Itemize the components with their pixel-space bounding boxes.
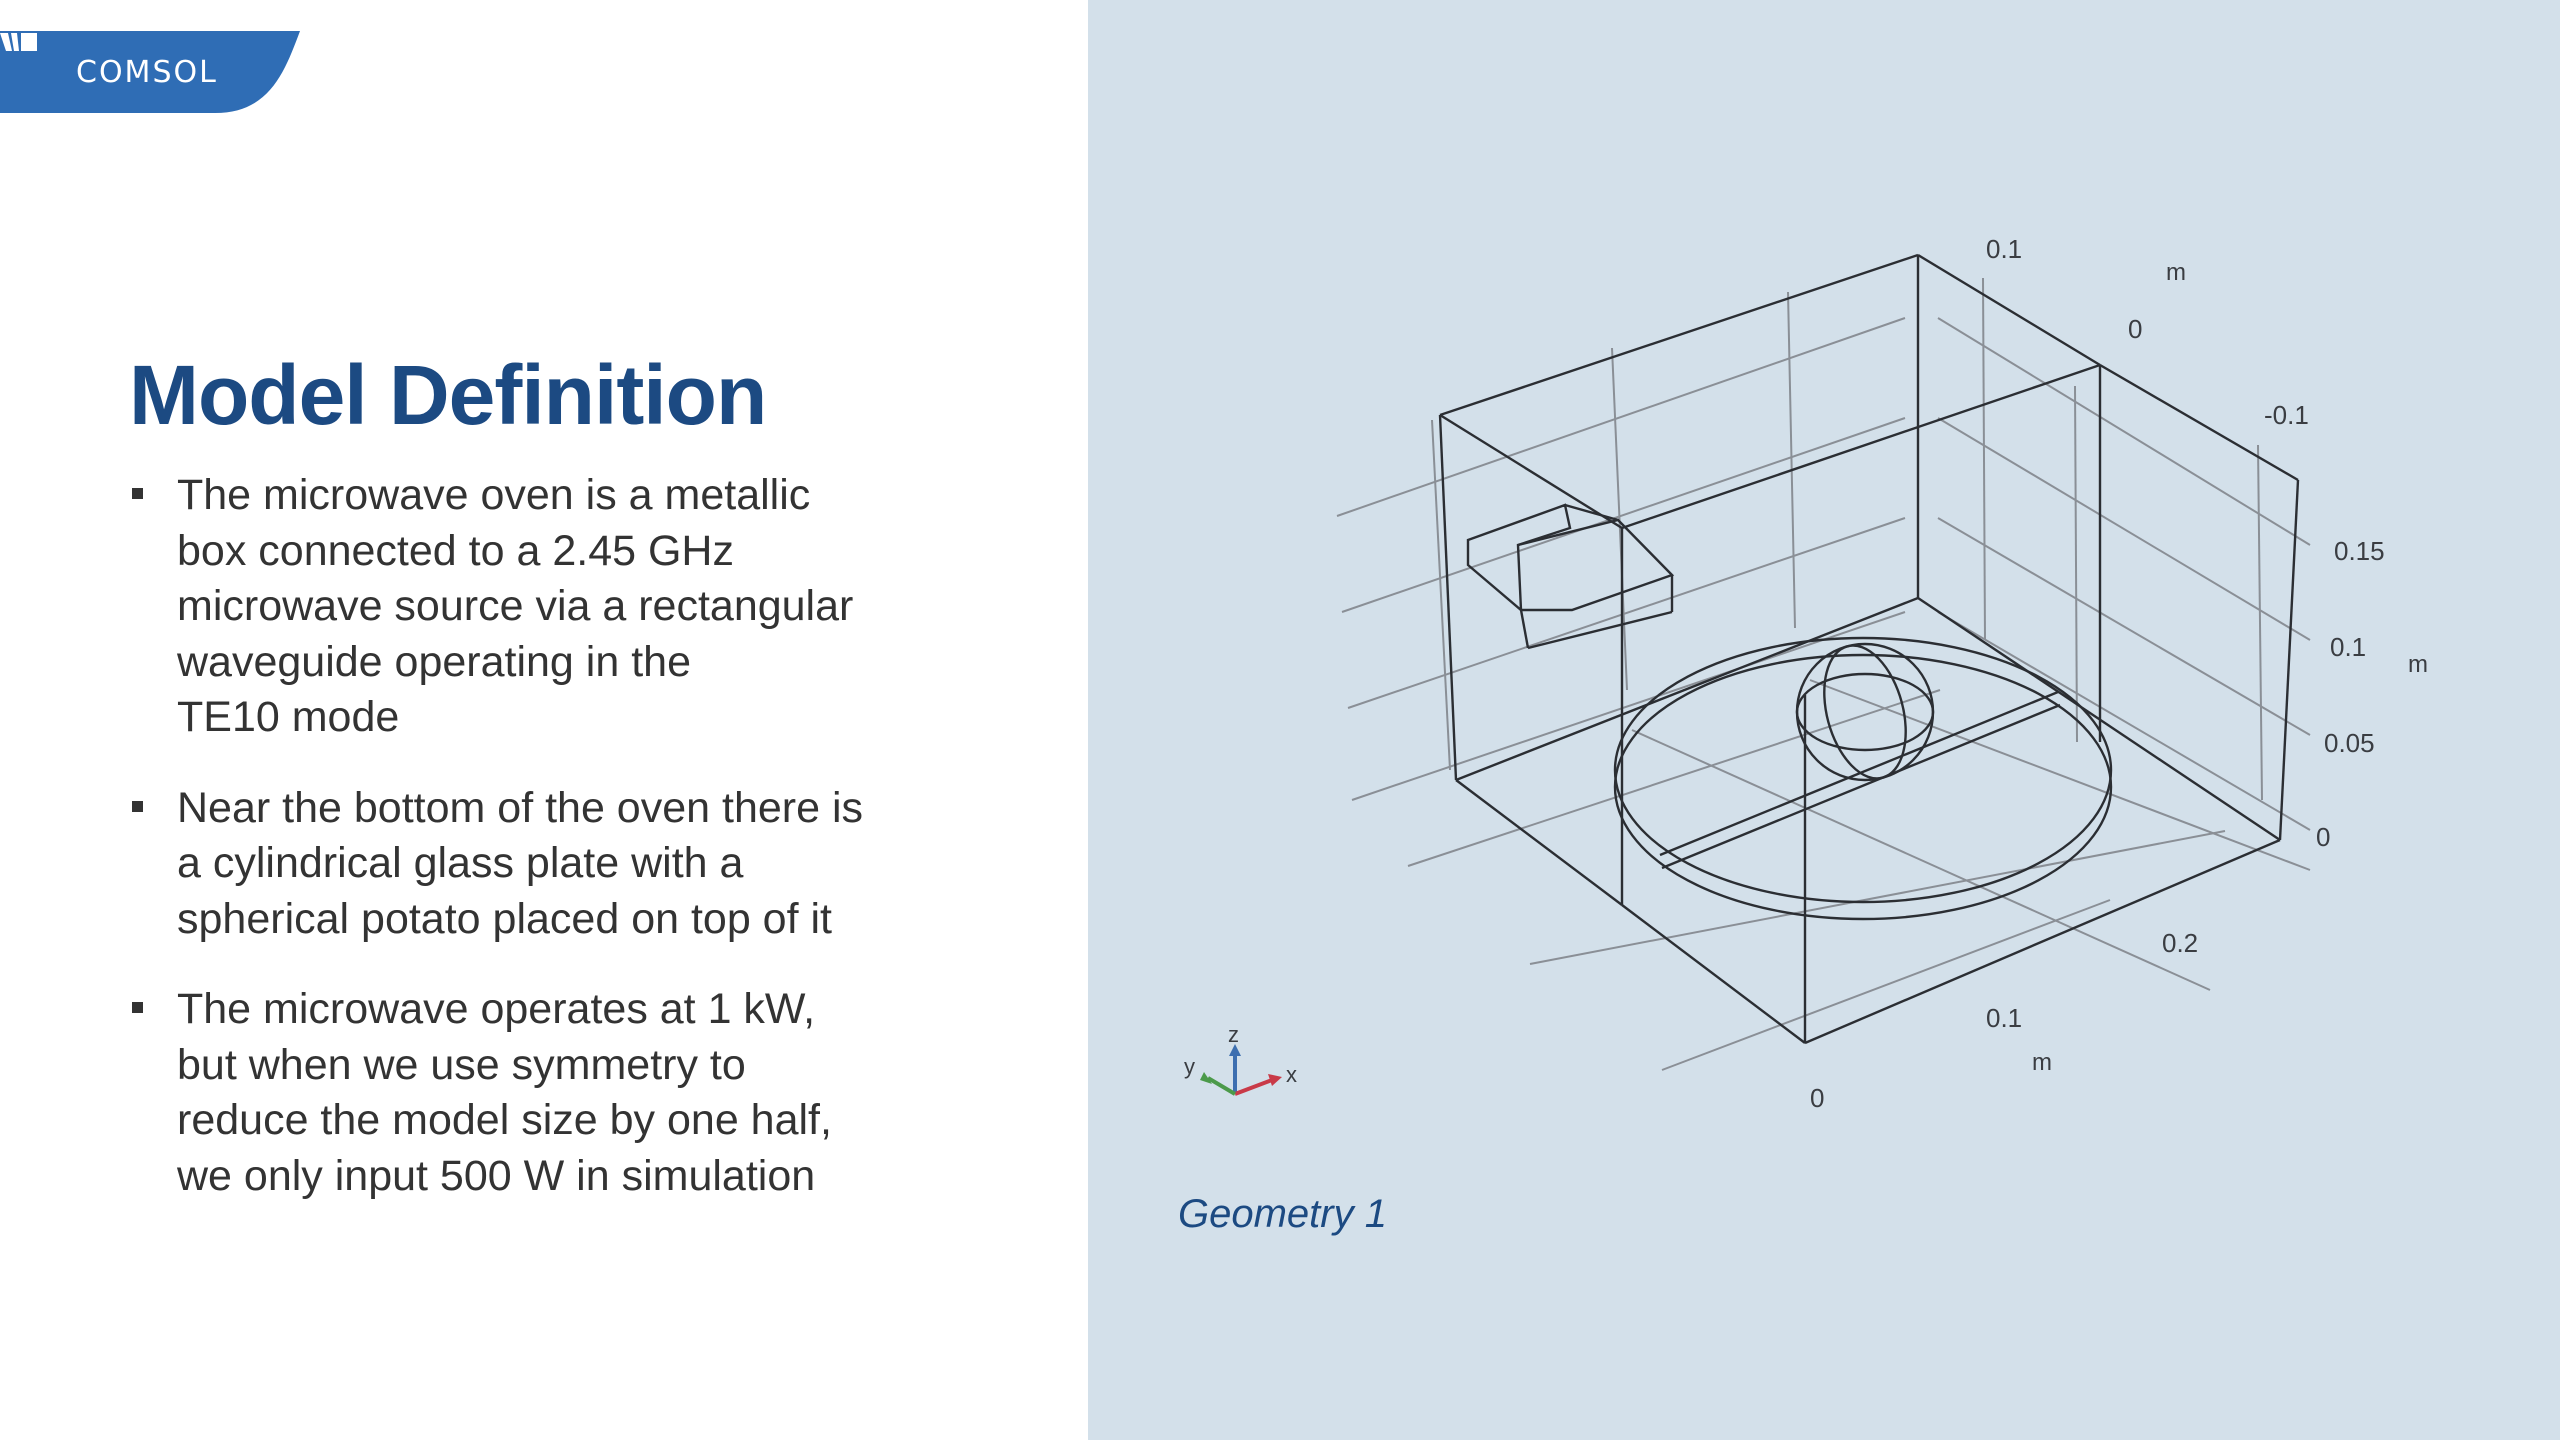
triad-x-label: x: [1286, 1062, 1297, 1087]
side-axis-tick: 0.15: [2334, 536, 2385, 566]
bottom-axis-tick: 0: [1810, 1083, 1825, 1113]
side-axis-unit: m: [2408, 651, 2428, 678]
glass-plate: [1615, 638, 2111, 919]
bullet-marker-icon: [132, 488, 143, 499]
comsol-mark-icon: [0, 31, 38, 53]
triad-z-label: z: [1228, 1022, 1239, 1047]
bullet-item: [129, 982, 989, 1204]
bullet-marker-icon: [132, 1002, 143, 1013]
top-axis-tick: 0: [2128, 314, 2143, 344]
figure-caption: Geometry 1: [1178, 1192, 1387, 1236]
top-axis-tick: 0.1: [1986, 234, 2023, 264]
bullet-text: The microwave operates at 1 kW, but when we use symmetry to reduce the model size by one half, we only input 500 W in simulation: [177, 985, 832, 1200]
bullet-item: [129, 781, 989, 948]
bullet-item: [129, 468, 989, 746]
side-axis-tick: 0.05: [2324, 728, 2375, 758]
side-axis-tick: 0.1: [2330, 632, 2367, 662]
bottom-axis-tick: 0.1: [1986, 1003, 2023, 1033]
bottom-axis-tick: 0.2: [2162, 928, 2199, 958]
bullet-list: [129, 468, 989, 1239]
side-axis-tick: 0: [2316, 822, 2331, 852]
oven-box: [1440, 255, 2298, 1043]
bullet-text: Near the bottom of the oven there is a cylindrical glass plate with a spherical potato placed on top of it: [177, 783, 864, 943]
waveguide: [1468, 505, 1672, 648]
comsol-wordmark: COMSOL: [76, 55, 218, 90]
bullet-text: The microwave oven is a metallic box connected to a 2.45 GHz microwave source via a rectangular waveguide operating in the TE10 mode: [177, 471, 854, 741]
triad-y-label: y: [1184, 1054, 1195, 1079]
slide-title: Model Definition: [129, 348, 767, 442]
top-axis-unit: m: [2166, 259, 2186, 286]
top-axis-tick: -0.1: [2264, 400, 2309, 430]
comsol-logo-badge: [0, 31, 300, 113]
axes-triad-icon: [1184, 1022, 1297, 1094]
bullet-marker-icon: [132, 801, 143, 812]
bottom-axis-unit: m: [2032, 1049, 2052, 1076]
